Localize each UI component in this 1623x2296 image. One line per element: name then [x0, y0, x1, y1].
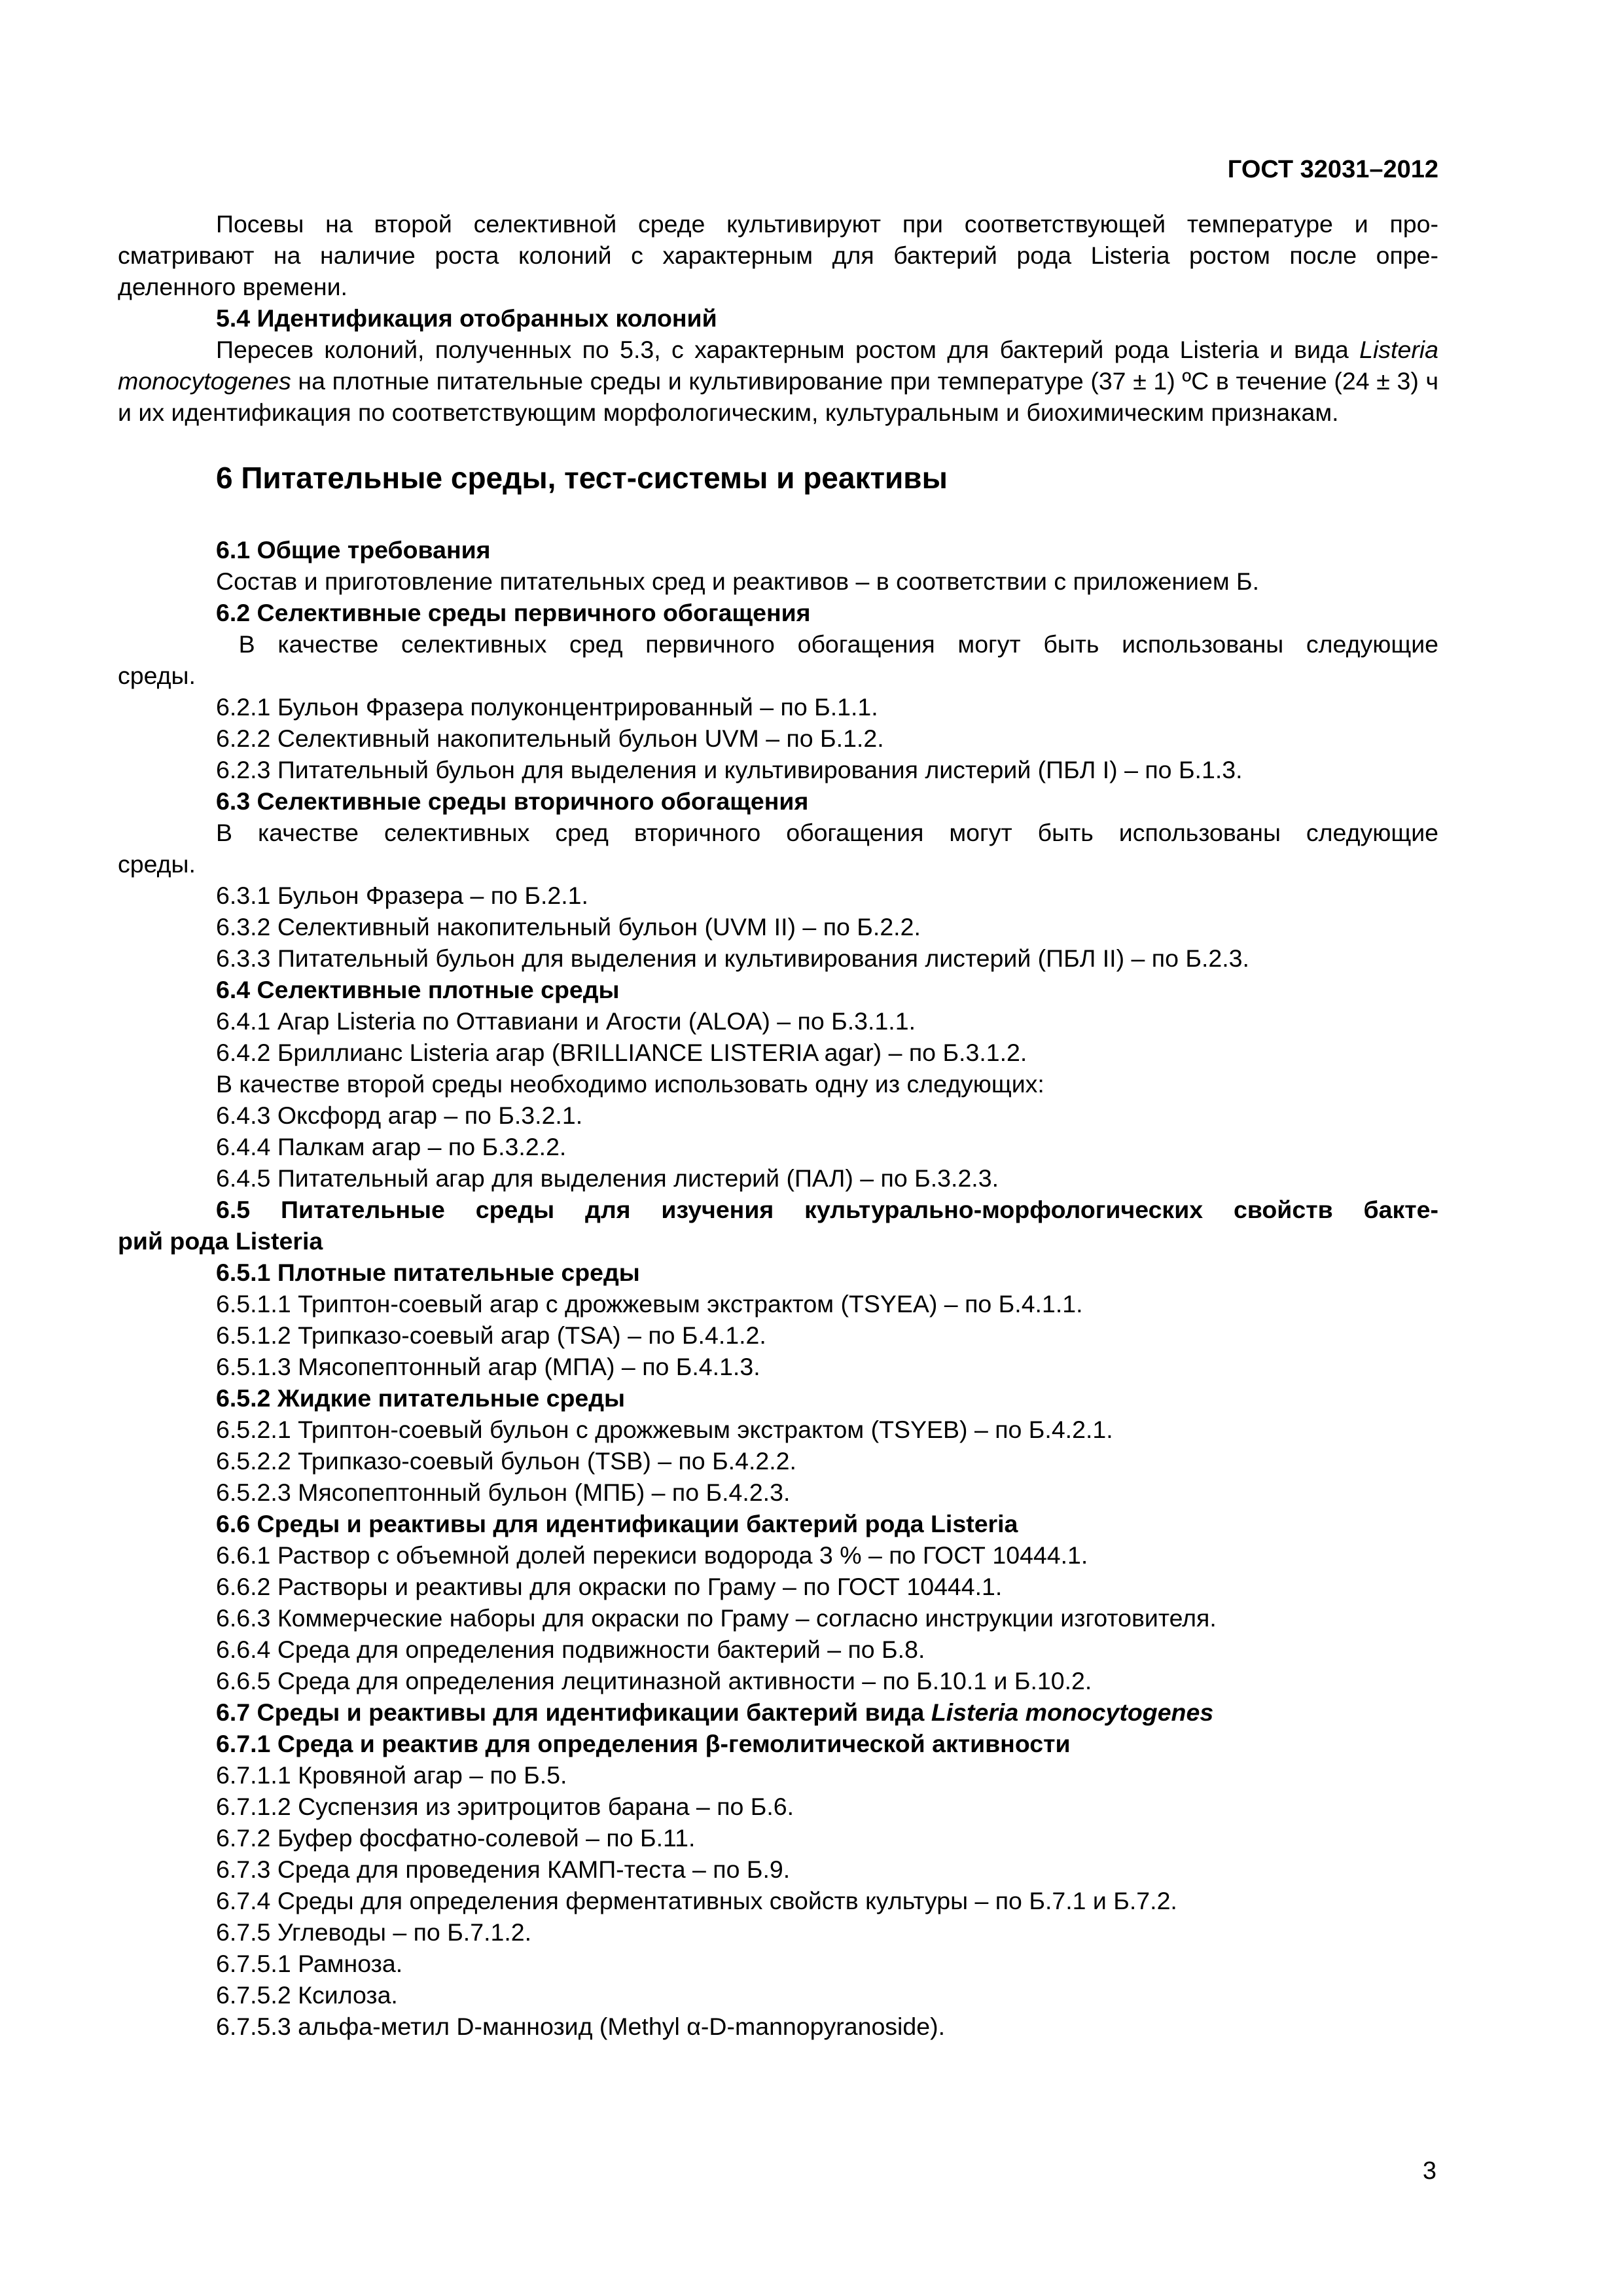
section-6-1-text: Состав и приготовление питательных сред и реактивов – в соответствии с приложением Б. — [216, 567, 1260, 595]
section-6-5-2-title: 6.5.2 Жидкие питательные среды — [216, 1384, 626, 1412]
list-item: 6.4.2 Бриллианс Listeria агар (BRILLIANCE LISTERIA agar) – по Б.3.1.2. — [216, 1039, 1027, 1066]
intro-line-3: деленного времени. — [118, 273, 348, 300]
section-6-7-1-title: 6.7.1 Среда и реактив для определения β-гемолитической активности — [216, 1730, 1071, 1757]
list-item: 6.7.5.1 Рамноза. — [216, 1950, 403, 1977]
list-item: 6.4.1 Агар Listeria по Оттавиани и Агости (ALOA) – по Б.3.1.1. — [216, 1007, 916, 1035]
section-5-4-text — [118, 334, 1438, 428]
section-6-2-line-1: В качестве селективных сред первичного обогащения могут быть использованы следующие — [216, 630, 1438, 658]
list-item: 6.7.5.3 альфа-метил D-маннозид (Methyl α-D-mannopyranoside). — [216, 2013, 945, 2040]
section-6-3-list — [118, 880, 1438, 974]
list-item: 6.4.3 Оксфорд агар – по Б.3.2.1. — [216, 1102, 583, 1129]
list-item: 6.6.3 Коммерческие наборы для окраски по Граму – согласно инструкции изготовителя. — [216, 1604, 1217, 1632]
document-header: ГОСТ 32031–2012 — [1227, 156, 1438, 183]
section-5-4-italic: Listeria monocytogenes — [118, 336, 1438, 395]
section-5-4-text-a: Пересев колоний, полученных по 5.3, с характерным ростом для бактерий рода Listeria и вида — [216, 336, 1360, 363]
list-item: 6.5.1.2 Трипказо-соевый агар (TSA) – по Б.4.1.2. — [216, 1321, 766, 1349]
section-6-2-title: 6.2 Селективные среды первичного обогащения — [216, 599, 811, 626]
section-6-5-title-line-2: рий рода Listeria — [118, 1227, 323, 1255]
section-6-4-list — [118, 1005, 1438, 1194]
list-item: 6.7.1.1 Кровяной агар – по Б.5. — [216, 1761, 567, 1789]
section-6-6-title: 6.6 Среды и реактивы для идентификации бактерий рода Listeria — [216, 1510, 1018, 1537]
section-5-4-text-b: на плотные питательные среды и культивирование при температуре (37 ± 1) ºС в течение (24 ± 3) ч и их идентификация по соответствующим морфологическим, культуральным и биохимическим признакам. — [118, 367, 1438, 426]
intro-line-1: Посевы на второй селективной среде культивируют при соответствующей температуре и про- — [216, 210, 1438, 238]
section-6-3-line-1: В качестве селективных сред вторичного обогащения могут быть использованы следующие — [216, 819, 1438, 846]
list-item: 6.5.1.3 Мясопептонный агар (МПА) – по Б.4.1.3. — [216, 1353, 760, 1380]
section-6-3-line-2: среды. — [118, 850, 196, 878]
list-item: 6.7.2 Буфер фосфатно-солевой – по Б.11. — [216, 1824, 696, 1852]
list-item: 6.7.5.2 Ксилоза. — [216, 1981, 398, 2009]
section-6-4-title: 6.4 Селективные плотные среды — [216, 976, 620, 1003]
list-item: 6.3.1 Бульон Фразера – по Б.2.1. — [216, 882, 588, 909]
list-item: 6.6.1 Раствор с объемной долей перекиси водорода 3 % – по ГОСТ 10444.1. — [216, 1541, 1088, 1569]
list-item: 6.7.3 Среда для проведения КАМП-теста – по Б.9. — [216, 1856, 791, 1883]
section-6-heading: 6 Питательные среды, тест-системы и реактивы — [216, 461, 948, 495]
list-item: 6.6.5 Среда для определения лецитиназной активности – по Б.10.1 и Б.10.2. — [216, 1667, 1092, 1695]
list-item: 6.5.1.1 Триптон-соевый агар с дрожжевым экстрактом (TSYEA) – по Б.4.1.1. — [216, 1290, 1083, 1318]
section-6-3-title: 6.3 Селективные среды вторичного обогащения — [216, 787, 809, 815]
section-6-5-2-list — [118, 1414, 1438, 1508]
section-5-4-title: 5.4 Идентификация отобранных колоний — [216, 304, 717, 332]
page-number: 3 — [1422, 2157, 1436, 2185]
list-item: 6.3.2 Селективный накопительный бульон (UVM II) – по Б.2.2. — [216, 913, 921, 941]
section-6-5-title-line-1: 6.5 Питательные среды для изучения культурально-морфологических свойств бакте- — [216, 1196, 1438, 1223]
section-6-7-title-text: 6.7 Среды и реактивы для идентификации бактерий вида — [216, 1698, 931, 1726]
list-item: 6.5.2.1 Триптон-соевый бульон с дрожжевым экстрактом (TSYEB) – по Б.4.2.1. — [216, 1416, 1113, 1443]
list-item: 6.2.3 Питательный бульон для выделения и культивирования листерий (ПБЛ I) – по Б.1.3. — [216, 756, 1243, 783]
list-item: 6.4.5 Питательный агар для выделения листерий (ПАЛ) – по Б.3.2.3. — [216, 1164, 999, 1192]
section-6-1-title: 6.1 Общие требования — [216, 536, 491, 564]
list-item: 6.5.2.2 Трипказо-соевый бульон (TSB) – по Б.4.2.2. — [216, 1447, 796, 1475]
list-item: 6.5.2.3 Мясопептонный бульон (МПБ) – по Б.4.2.3. — [216, 1479, 791, 1506]
section-6-2-list — [118, 691, 1438, 785]
section-6-6-list — [118, 1539, 1438, 1696]
list-item: 6.2.2 Селективный накопительный бульон UVM – по Б.1.2. — [216, 725, 884, 752]
list-item: 6.6.4 Среда для определения подвижности бактерий – по Б.8. — [216, 1636, 925, 1663]
list-item: 6.6.2 Растворы и реактивы для окраски по Граму – по ГОСТ 10444.1. — [216, 1573, 1003, 1600]
list-item: 6.7.4 Среды для определения ферментативных свойств культуры – по Б.7.1 и Б.7.2. — [216, 1887, 1177, 1914]
list-item: 6.2.1 Бульон Фразера полуконцентрированный – по Б.1.1. — [216, 693, 878, 721]
section-6-2-line-2: среды. — [118, 662, 196, 689]
list-item: 6.3.3 Питательный бульон для выделения и культивирования листерий (ПБЛ II) – по Б.2.3. — [216, 944, 1249, 972]
list-item: 6.4.4 Палкам агар – по Б.3.2.2. — [216, 1133, 567, 1160]
section-6-7-list — [118, 1759, 1438, 2042]
section-6-7-title — [118, 1696, 1438, 1728]
section-6-5-1-list — [118, 1288, 1438, 1382]
document-body — [118, 208, 1438, 2042]
section-6-5-1-title: 6.5.1 Плотные питательные среды — [216, 1259, 640, 1286]
list-item: 6.7.5 Углеводы – по Б.7.1.2. — [216, 1918, 532, 1946]
intro-line-2: сматривают на наличие роста колоний с характерным для бактерий рода Listeria ростом после опре- — [118, 242, 1438, 269]
list-item: 6.7.1.2 Суспензия из эритроцитов барана – по Б.6. — [216, 1793, 794, 1820]
section-6-7-title-italic: Listeria monocytogenes — [931, 1698, 1214, 1726]
list-item: В качестве второй среды необходимо использовать одну из следующих: — [216, 1070, 1044, 1098]
